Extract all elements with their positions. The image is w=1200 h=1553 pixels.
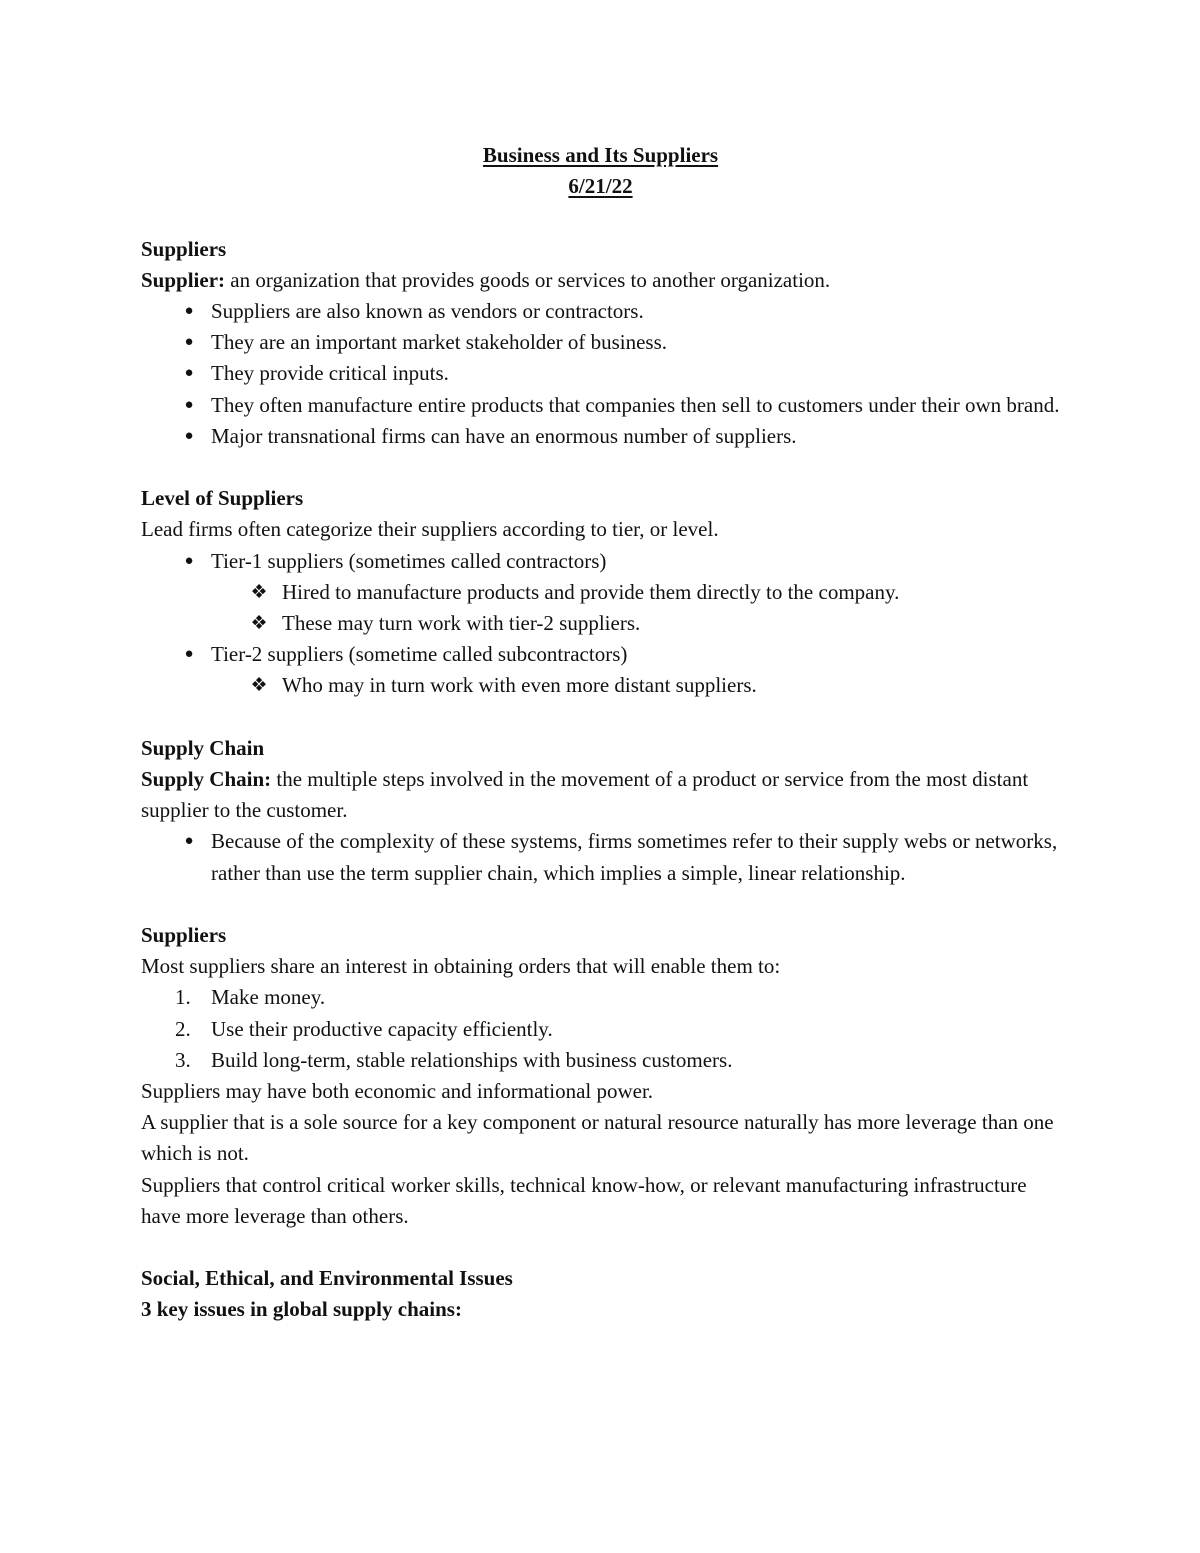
paragraph: Suppliers that control critical worker skills, technical know-how, or relevant manufacturing infrastructure have more leverage than others. [141, 1172, 1027, 1228]
list-number: 2. [175, 1016, 191, 1041]
section-heading: Supply Chain [141, 735, 265, 760]
document-date: 6/21/22 [568, 174, 633, 199]
list-item [141, 826, 1060, 888]
list-item-text: Because of the complexity of these systems, firms sometimes refer to their supply webs or networks, rather than use the term supplier chain, which implies a simple, linear relationship. [211, 829, 1058, 885]
bullet-icon: ● [184, 396, 194, 413]
spacer [141, 702, 1060, 733]
numbered-list [141, 982, 1060, 1076]
list-item [141, 296, 1060, 327]
list-item-text: Tier-2 suppliers (sometime called subcontractors) [211, 642, 628, 667]
bullet-icon: ● [184, 552, 194, 569]
definition-supply-chain [141, 764, 1060, 826]
list-item-text: They often manufacture entire products that companies then sell to customers under their own brand. [211, 392, 1060, 417]
list-item [141, 358, 1060, 389]
definition-text: an organization that provides goods or services to another organization. [225, 267, 831, 292]
document-title: Business and Its Suppliers [482, 143, 719, 167]
bullet-icon: ● [184, 334, 194, 351]
numbered-item-text: Use their productive capacity efficiently. [211, 1016, 553, 1041]
paragraph: Suppliers may have both economic and informational power. [141, 1079, 654, 1104]
list-item-text: They provide critical inputs. [211, 361, 449, 386]
section-supply-chain [141, 733, 1060, 889]
list-item [141, 639, 1060, 701]
paragraph: A supplier that is a sole source for a key component or natural resource naturally has more leverage than one which is not. [141, 1110, 1054, 1166]
bullet-list [141, 546, 1060, 702]
diamond-bullet-icon: ❖ [250, 613, 268, 635]
definition-supplier [141, 265, 1060, 296]
sub-list-item [141, 670, 1060, 701]
section-heading: Suppliers [141, 923, 227, 948]
list-number: 3. [175, 1047, 191, 1072]
sub-list-item-text: Who may in turn work with even more distant suppliers. [282, 673, 757, 698]
section-suppliers [141, 234, 1060, 452]
section-heading: Suppliers [141, 236, 227, 261]
bullet-icon: ● [184, 833, 194, 850]
diamond-bullet-icon: ❖ [250, 581, 268, 603]
section-social-ethical-issues [141, 1263, 1060, 1325]
numbered-item [141, 1014, 1060, 1045]
numbered-item-text: Make money. [211, 985, 326, 1010]
list-item-text: They are an important market stakeholder of business. [211, 330, 668, 355]
numbered-item [141, 982, 1060, 1013]
list-item [141, 390, 1060, 421]
list-number: 1. [175, 985, 191, 1010]
list-item-text: Major transnational firms can have an enormous number of suppliers. [211, 423, 797, 448]
sub-list-item-text: Hired to manufacture products and provide them directly to the company. [282, 579, 900, 604]
section-subheading: 3 key issues in global supply chains: [141, 1297, 462, 1322]
list-item [141, 327, 1060, 358]
list-item [141, 421, 1060, 452]
bullet-icon: ● [184, 646, 194, 663]
section-heading: Social, Ethical, and Environmental Issues [141, 1266, 513, 1291]
spacer [141, 889, 1060, 920]
section-suppliers-interests [141, 920, 1060, 1232]
sub-list [211, 670, 1060, 701]
sub-list-item-text: These may turn work with tier-2 suppliers. [282, 611, 641, 636]
list-item-text: Tier-1 suppliers (sometimes called contractors) [211, 548, 607, 573]
section-intro: Lead firms often categorize their suppliers according to tier, or level. [141, 517, 719, 542]
spacer [141, 202, 1060, 233]
sub-list-item [141, 608, 1060, 639]
definition-text: the multiple steps involved in the movement of a product or service from the most distant supplier to the customer. [141, 767, 1029, 823]
numbered-item [141, 1045, 1060, 1076]
bullet-icon: ● [184, 365, 194, 382]
section-heading: Level of Suppliers [141, 486, 304, 511]
list-item [141, 546, 1060, 640]
definition-term: Supplier: [141, 267, 226, 292]
definition-term: Supply Chain: [141, 767, 272, 792]
sub-list-item [141, 577, 1060, 608]
list-item-text: Suppliers are also known as vendors or contractors. [211, 299, 644, 323]
numbered-item-text: Build long-term, stable relationships with business customers. [211, 1047, 733, 1072]
section-level-of-suppliers [141, 483, 1060, 701]
bullet-icon: ● [184, 427, 194, 444]
section-intro: Most suppliers share an interest in obtaining orders that will enable them to: [141, 954, 781, 979]
spacer [141, 1232, 1060, 1263]
diamond-bullet-icon: ❖ [250, 675, 268, 697]
bullet-list [141, 826, 1060, 888]
bullet-icon: ● [184, 303, 194, 319]
spacer [141, 452, 1060, 483]
sub-list [211, 577, 1060, 639]
bullet-list [141, 296, 1060, 452]
